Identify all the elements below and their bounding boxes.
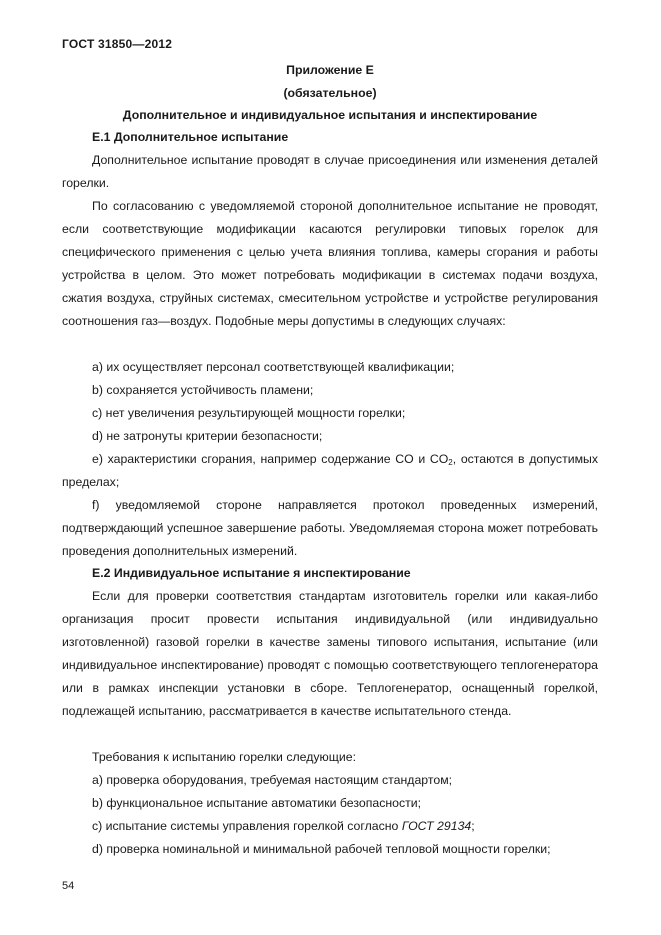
list-item-e-text-end: , остаются в допустимых пределах; <box>62 452 599 489</box>
appendix-heading: Дополнительное и индивидуальное испытания и инспектирование <box>122 108 538 122</box>
requirement-item-a: а) проверка оборудования, требуемая настоящим стандартом; <box>92 773 453 787</box>
section-1-title: Е.1 Дополнительное испытание <box>92 130 289 144</box>
requirement-item-c-end: ; <box>471 819 475 833</box>
section-1-paragraph-2: По согласованию с уведомляемой стороной дополнительное испытание не проводят, если соответствующие модификации касаются регулировки типовых горелок для специфического применения с целью учета влияния топлива, камеры сгорания и работы устройства в целом. Это может потребовать модификации в системах подачи воздуха, сжатия воздуха, струйных системах, смесительном устройстве и устройстве регулирования соотношения газ—воздух. Подобные меры допустимы в следующих случаях: <box>62 199 598 328</box>
document-header: ГОСТ 31850—2012 <box>62 37 173 51</box>
page-number: 54 <box>62 880 75 892</box>
section-1-paragraph-1: Дополнительное испытание проводят в случае присоединения или изменения деталей горелки. <box>62 153 598 190</box>
appendix-title: Приложение Е <box>286 63 374 77</box>
standard-reference-link[interactable]: ГОСТ 29134 <box>401 819 472 833</box>
requirement-item-b: b) функциональное испытание автоматики безопасности; <box>92 796 422 810</box>
appendix-status: (обязательное) <box>283 86 377 100</box>
requirement-item-d: d) проверка номинальной и минимальной рабочей тепловой мощности горелки; <box>92 842 551 856</box>
list-item-e <box>62 448 598 494</box>
list-item-e-text: е) характеристики сгорания, например содержание CO и CO <box>92 452 449 466</box>
requirement-item-c <box>92 815 598 838</box>
section-2-paragraph-1: Если для проверки соответствия стандартам изготовитель горелки или какая-либо организация просит провести испытания индивидуальной (или индивидуально изготовленной) газовой горелки в качестве замены типового испытания, испытание (или индивидуальное инспектирование) проводят с помощью соответствующего теплогенератора или в рамках инспекции установки в сборе. Теплогенератор, оснащенный горелкой, подлежащей испытанию, рассматривается в качестве испытательного стенда. <box>62 589 598 718</box>
list-item-f: f) уведомляемой стороне направляется протокол проведенных измерений, подтверждающий успешное завершение работы. Уведомляемая сторона может потребовать проведения дополнительных измерений. <box>62 498 598 558</box>
co2-subscript: 2 <box>448 458 453 467</box>
list-item-a: а) их осуществляет персонал соответствующей квалификации; <box>92 360 455 374</box>
list-item-d: d) не затронуты критерии безопасности; <box>92 429 323 443</box>
section-2-title: Е.2 Индивидуальное испытание я инспектирование <box>92 566 411 580</box>
requirement-item-c-text: с) испытание системы управления горелкой согласно <box>92 819 402 833</box>
list-item-b: b) сохраняется устойчивость пламени; <box>92 383 314 397</box>
list-item-c: c) нет увеличения результирующей мощности горелки; <box>92 406 406 420</box>
section-2-paragraph-2: Требования к испытанию горелки следующие: <box>92 750 356 764</box>
